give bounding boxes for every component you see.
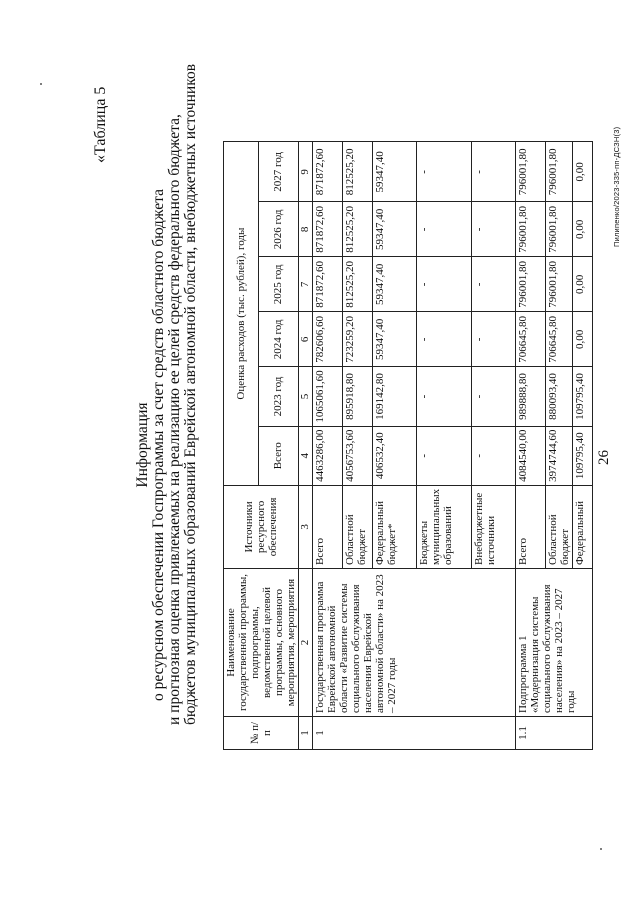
source-cell: Областной бюджет bbox=[343, 485, 373, 568]
value-cell: - bbox=[417, 312, 472, 367]
source-cell: Областной бюджет bbox=[546, 485, 573, 568]
table-label: «Таблица 5 bbox=[92, 86, 109, 163]
resource-table bbox=[223, 141, 593, 750]
value-cell: - bbox=[417, 142, 472, 202]
header-total: Всего bbox=[258, 426, 298, 485]
source-cell: Федеральный bbox=[573, 485, 593, 568]
value-cell: 59347,40 bbox=[373, 312, 417, 367]
title-line: бюджетов муниципальных образований Еврейской автономной области, внебюджетных источников bbox=[182, 63, 199, 725]
value-cell: 0,00 bbox=[573, 202, 593, 257]
value-cell: 706645,80 bbox=[516, 312, 546, 367]
scan-speck bbox=[40, 83, 42, 85]
value-cell: 796001,80 bbox=[516, 142, 546, 202]
value-cell: 871872,60 bbox=[313, 142, 343, 202]
value-cell: 169142,80 bbox=[373, 367, 417, 426]
header-year: 2024 год bbox=[258, 312, 298, 367]
row-number: 1 bbox=[313, 717, 516, 750]
value-cell: - bbox=[472, 426, 516, 485]
value-cell: 109795,40 bbox=[573, 426, 593, 485]
header-year: 2025 год bbox=[258, 257, 298, 312]
value-cell: 871872,60 bbox=[313, 202, 343, 257]
title-line: и прогнозная оценка привлекаемых на реализацию ее целей средств федерального бюджета, bbox=[166, 114, 183, 725]
value-cell: - bbox=[472, 367, 516, 426]
value-cell: 4463286,00 bbox=[313, 426, 343, 485]
column-index-row bbox=[299, 142, 313, 750]
title-line: Информация bbox=[134, 402, 151, 488]
header-year: 2023 год bbox=[258, 367, 298, 426]
header-source: Источники ресурсного обеспечения bbox=[224, 485, 299, 568]
row-number: 1.1 bbox=[516, 717, 593, 750]
column-index: 8 bbox=[299, 202, 313, 257]
value-cell: 895918,80 bbox=[343, 367, 373, 426]
value-cell: - bbox=[472, 142, 516, 202]
column-index: 2 bbox=[299, 569, 313, 717]
value-cell: 1065061,60 bbox=[313, 367, 343, 426]
value-cell: - bbox=[417, 367, 472, 426]
value-cell: 3974744,60 bbox=[546, 426, 573, 485]
column-index: 7 bbox=[299, 257, 313, 312]
value-cell: 109795,40 bbox=[573, 367, 593, 426]
value-cell: 796001,80 bbox=[546, 142, 573, 202]
program-name: Государственная программа Еврейской автономной области «Развитие системы социального обслуживания населения Еврейской автономной области» на 2023 – 2027 годы bbox=[313, 569, 516, 717]
value-cell: 4056753,60 bbox=[343, 426, 373, 485]
column-index: 6 bbox=[299, 312, 313, 367]
header-year: 2027 год bbox=[258, 142, 298, 202]
value-cell: - bbox=[472, 312, 516, 367]
column-index: 4 bbox=[299, 426, 313, 485]
value-cell: - bbox=[417, 426, 472, 485]
column-index: 5 bbox=[299, 367, 313, 426]
header-num: № п/п bbox=[224, 717, 299, 750]
value-cell: 723259,20 bbox=[343, 312, 373, 367]
footer-code: Пилипенко/2023-335-пп-ДСЗН(3) bbox=[612, 126, 621, 247]
value-cell: 59347,40 bbox=[373, 257, 417, 312]
value-cell: 796001,80 bbox=[516, 257, 546, 312]
value-cell: 0,00 bbox=[573, 257, 593, 312]
value-cell: - bbox=[417, 257, 472, 312]
source-cell: Всего bbox=[516, 485, 546, 568]
source-cell: Всего bbox=[313, 485, 343, 568]
column-index: 1 bbox=[299, 717, 313, 750]
column-index: 3 bbox=[299, 485, 313, 568]
value-cell: 812525,20 bbox=[343, 142, 373, 202]
source-cell: Бюджеты муниципальных образований bbox=[417, 485, 472, 568]
table-row bbox=[313, 142, 343, 750]
value-cell: 406532,40 bbox=[373, 426, 417, 485]
value-cell: - bbox=[472, 257, 516, 312]
value-cell: 59347,40 bbox=[373, 142, 417, 202]
value-cell: 796001,80 bbox=[546, 202, 573, 257]
program-name: Подпрограмма 1 «Модернизация системы социального обслуживания населения» на 2023 – 2027 годы bbox=[516, 569, 593, 717]
source-cell: Федеральный бюджет* bbox=[373, 485, 417, 568]
value-cell: 782606,60 bbox=[313, 312, 343, 367]
column-index: 9 bbox=[299, 142, 313, 202]
value-cell: 706645,80 bbox=[546, 312, 573, 367]
title-line: о ресурсном обеспечении Госпрограммы за счет средств областного бюджета bbox=[150, 189, 167, 701]
document-title bbox=[134, 63, 199, 725]
page-number: 26 bbox=[596, 450, 612, 465]
table-row bbox=[516, 142, 546, 750]
value-cell: 812525,20 bbox=[343, 257, 373, 312]
value-cell: 4084540,00 bbox=[516, 426, 546, 485]
value-cell: - bbox=[417, 202, 472, 257]
header-name: Наименование государственной программы, подпрограммы, ведомственной целевой программы, основного мероприятия, мероприятия bbox=[224, 569, 299, 717]
value-cell: 0,00 bbox=[573, 142, 593, 202]
value-cell: 59347,40 bbox=[373, 202, 417, 257]
value-cell: 812525,20 bbox=[343, 202, 373, 257]
value-cell: 880093,40 bbox=[546, 367, 573, 426]
value-cell: - bbox=[472, 202, 516, 257]
header-estimate: Оценка расходов (тыс. рублей), годы bbox=[224, 142, 259, 486]
value-cell: 989888,80 bbox=[516, 367, 546, 426]
scan-speck bbox=[600, 848, 602, 850]
header-year: 2026 год bbox=[258, 202, 298, 257]
value-cell: 0,00 bbox=[573, 312, 593, 367]
source-cell: Внебюджетные источники bbox=[472, 485, 516, 568]
value-cell: 796001,80 bbox=[546, 257, 573, 312]
value-cell: 796001,80 bbox=[516, 202, 546, 257]
value-cell: 871872,60 bbox=[313, 257, 343, 312]
